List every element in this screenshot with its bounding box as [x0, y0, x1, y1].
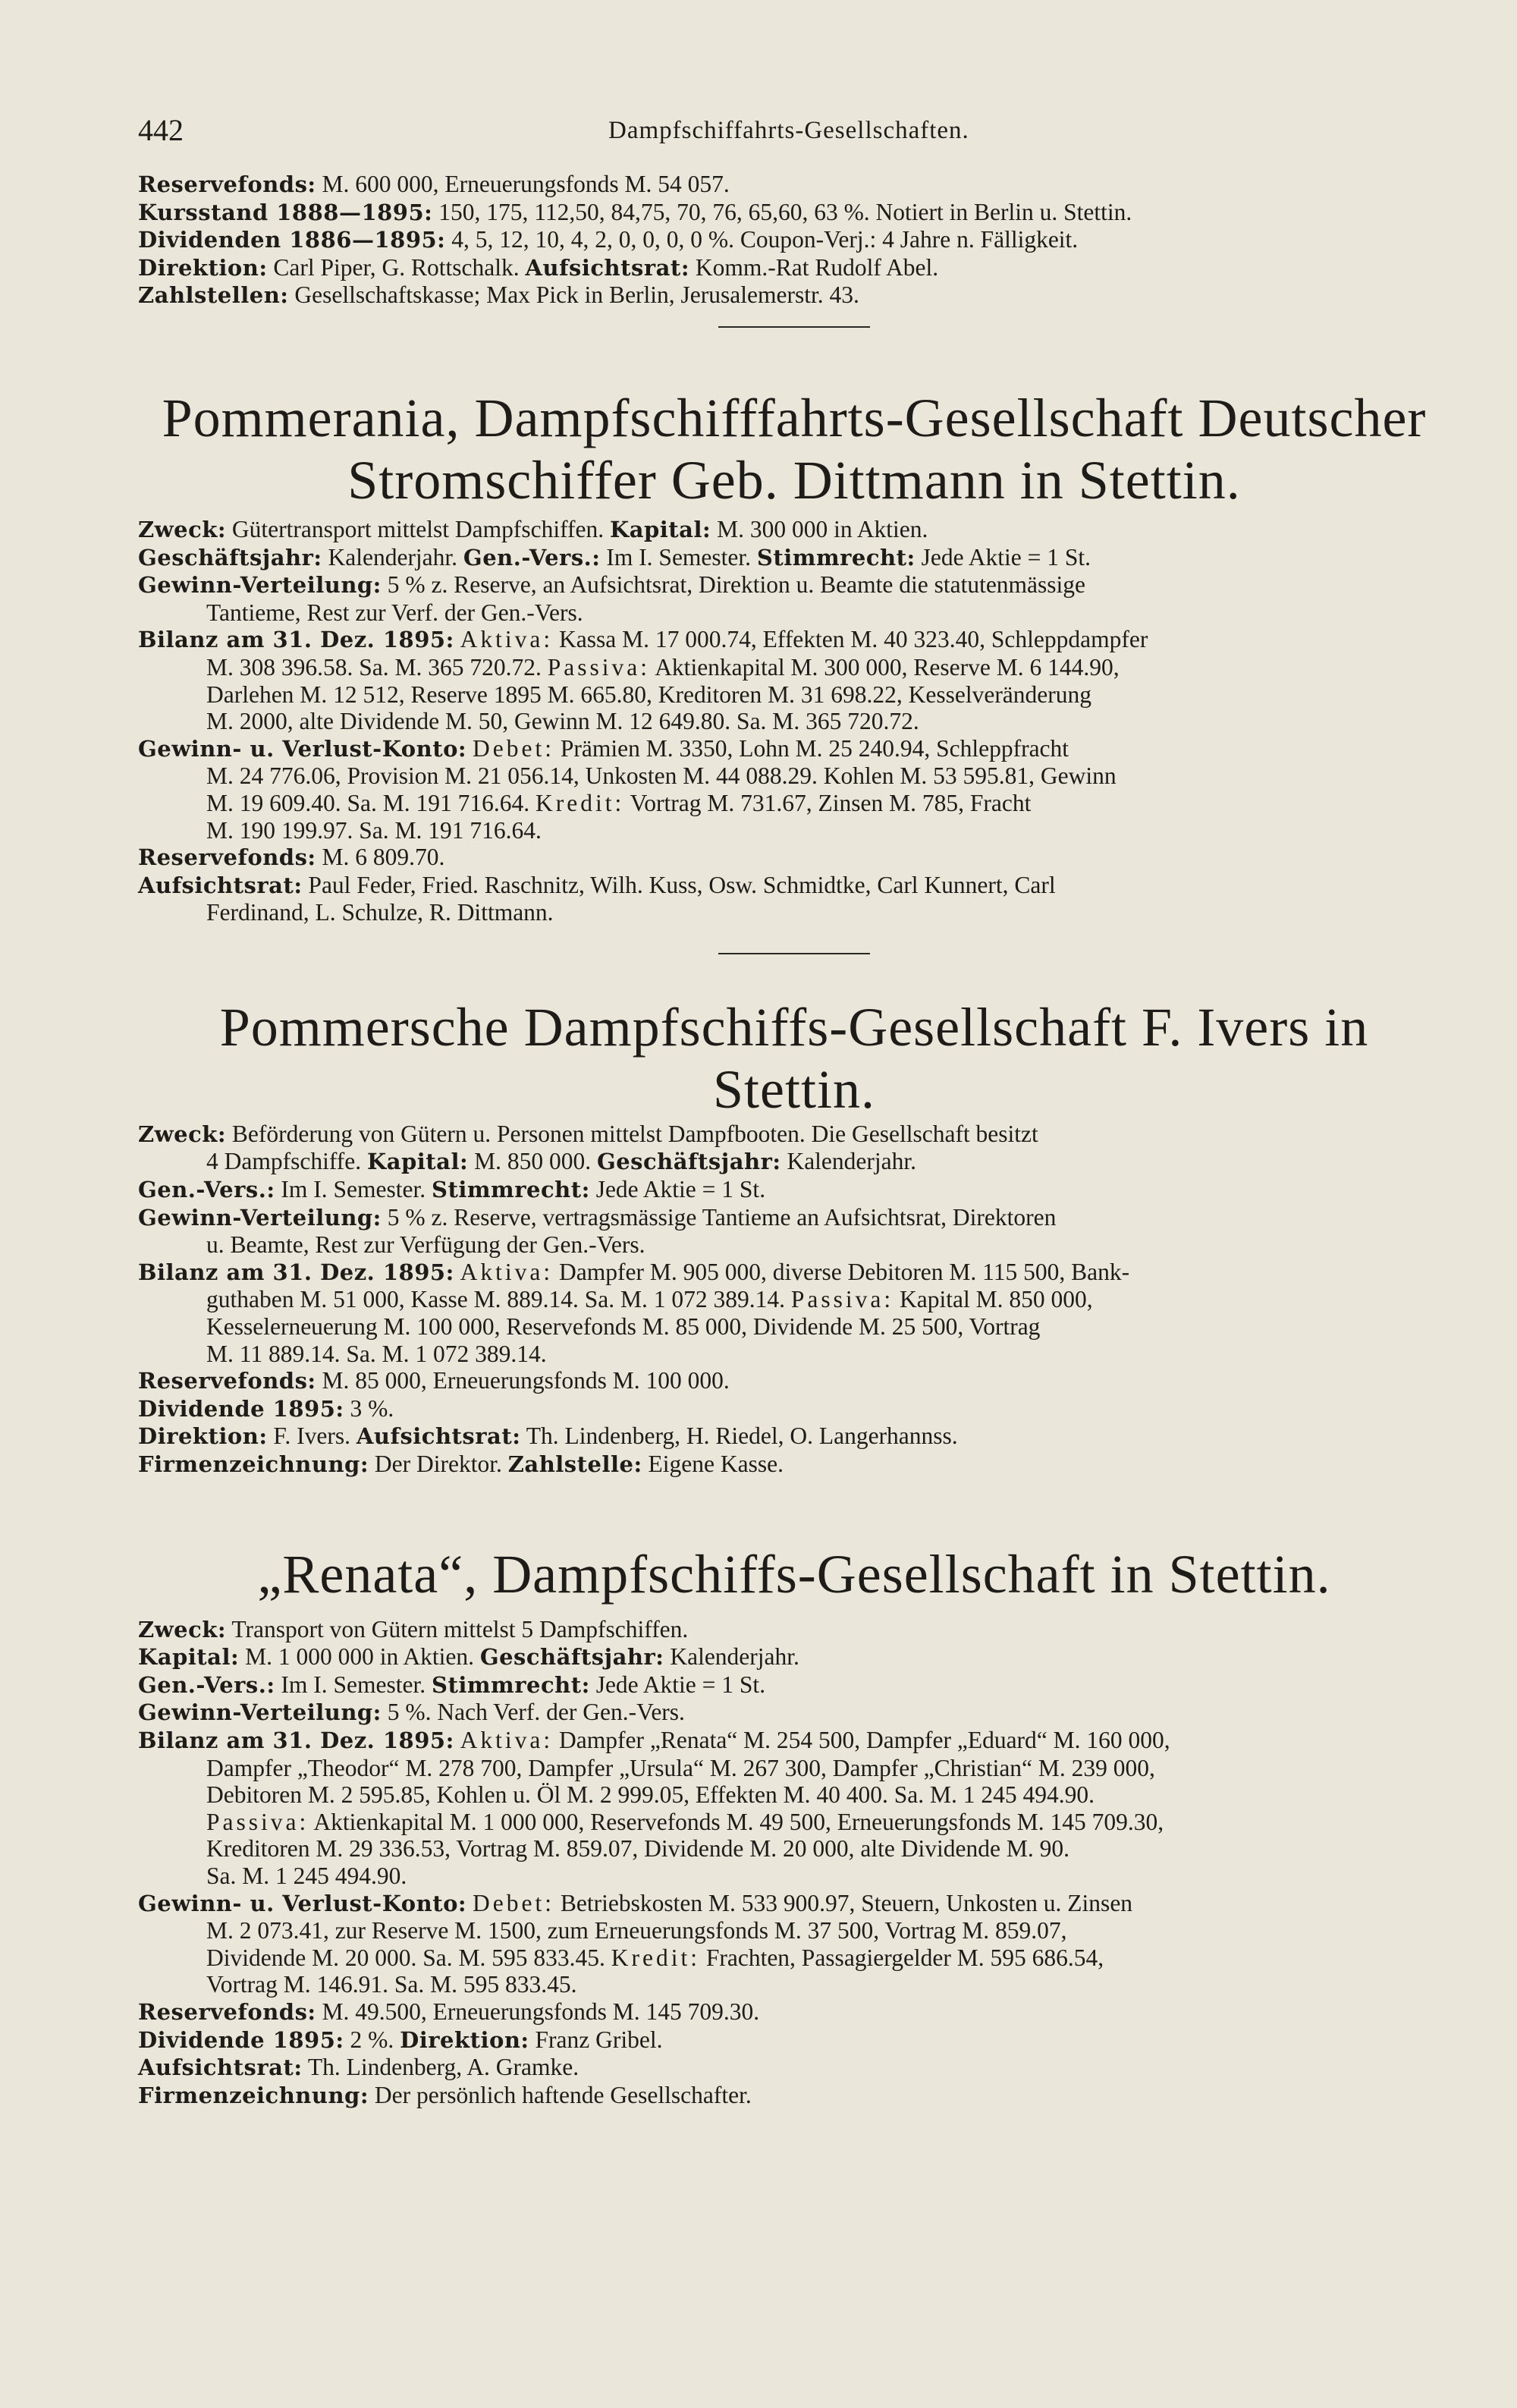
zweck-line: Zweck: Transport von Gütern mittelst 5 Dampfschiffen. — [138, 1615, 689, 1643]
kursstand-line: Kursstand 1888—1895: 150, 175, 112,50, 84,75, 70, 76, 65,60, 63 %. Notiert in Berlin u. Stettin. — [138, 198, 1132, 225]
dividenden-line: Dividenden 1886—1895: 4, 5, 12, 10, 4, 2, 0, 0, 0, 0 %. Coupon-Verj.: 4 Jahre n. Fälligkeit. — [138, 226, 1079, 253]
section-pommerania — [138, 387, 1450, 926]
page-number: 442 — [138, 113, 184, 147]
bilanz-line: Bilanz am 31. Dez. 1895: Aktiva: Kassa M. 17 000.74, Effekten M. 40 323.40, Schleppdampfer — [138, 626, 1148, 653]
section-body — [138, 1616, 1450, 2110]
aufsichtsrat-line: Aufsichtsrat: Paul Feder, Fried. Raschnitz, Wilh. Kuss, Osw. Schmidtke, Carl Kunnert, Carl — [138, 871, 1056, 898]
section-body — [138, 1121, 1450, 1479]
bilanz-cont: Kreditoren M. 29 336.53, Vortrag M. 859.07, Dividende M. 20 000, alte Dividende M. 90. — [206, 1835, 1069, 1863]
gewinn-verlust-cont: M. 19 609.40. Sa. M. 191 716.64. Kredit: Vortrag M. 731.67, Zinsen M. 785, Fracht — [206, 789, 1032, 816]
reservefonds-line: Reservefonds: M. 600 000, Erneuerungsfonds M. 54 057. — [138, 171, 730, 197]
gewinn-verlust-cont: Dividende M. 20 000. Sa. M. 595 833.45. Kredit: Frachten, Passagiergelder M. 595 686.54, — [206, 1944, 1104, 1971]
aufsichtsrat-cont: Ferdinand, L. Schulze, R. Dittmann. — [206, 899, 554, 926]
bilanz-cont: M. 11 889.14. Sa. M. 1 072 389.14. — [206, 1340, 547, 1367]
bilanz-cont: Debitoren M. 2 595.85, Kohlen u. Öl M. 2 999.05, Effekten M. 40 400. Sa. M. 1 245 494.90. — [206, 1781, 1095, 1809]
gewinn-verlust-cont: M. 2 073.41, zur Reserve M. 1500, zum Erneuerungsfonds M. 37 500, Vortrag M. 859.07, — [206, 1917, 1067, 1944]
section-renata — [138, 1543, 1450, 2110]
gewinn-verteilung-cont: Tantieme, Rest zur Verf. der Gen.-Vers. — [206, 599, 583, 626]
section-title: „Renata“, Dampfschiffs-Gesellschaft in Stettin. — [257, 1543, 1331, 1605]
gewinn-verteilung-cont: u. Beamte, Rest zur Verfügung der Gen.-Vers. — [206, 1231, 645, 1259]
previous-entry-continuation — [138, 171, 1450, 310]
geschaeftsjahr-line: Geschäftsjahr: Kalenderjahr. Gen.-Vers.: Im I. Semester. Stimmrecht: Jede Aktie = 1 St. — [138, 543, 1091, 571]
bilanz-cont: Kesselerneuerung M. 100 000, Reservefonds M. 85 000, Dividende M. 25 500, Vortrag — [206, 1313, 1041, 1341]
bilanz-cont: guthaben M. 51 000, Kasse M. 889.14. Sa. M. 1 072 389.14. Passiva: Kapital M. 850 000, — [206, 1286, 1093, 1313]
bilanz-cont: Sa. M. 1 245 494.90. — [206, 1862, 407, 1889]
gewinn-verlust-cont: Vortrag M. 146.91. Sa. M. 595 833.45. — [206, 1971, 577, 1998]
kapital-line: Kapital: M. 1 000 000 in Aktien. Geschäftsjahr: Kalenderjahr. — [138, 1643, 799, 1671]
reservefonds-line: Reservefonds: M. 85 000, Erneuerungsfonds M. 100 000. — [138, 1367, 730, 1394]
aufsichtsrat-line: Aufsichtsrat: Th. Lindenberg, A. Gramke. — [138, 2054, 579, 2081]
zahlstellen-line: Zahlstellen: Gesellschaftskasse; Max Pick in Berlin, Jerusalemerstr. 43. — [138, 281, 859, 309]
section-divider — [718, 326, 870, 328]
bilanz-cont: Passiva: Aktienkapital M. 1 000 000, Reservefonds M. 49 500, Erneuerungsfonds M. 145 709.30, — [206, 1808, 1164, 1835]
dividende-line: Dividende 1895: 2 %. Direktion: Franz Gribel. — [138, 2026, 663, 2053]
gewinn-verteilung-line: Gewinn-Verteilung: 5 % z. Reserve, vertragsmässige Tantieme an Aufsichtsrat, Direktoren — [138, 1203, 1057, 1231]
dividende-line: Dividende 1895: 3 %. — [138, 1394, 394, 1422]
gewinn-verteilung-line: Gewinn-Verteilung: 5 % z. Reserve, an Aufsichtsrat, Direktion u. Beamte die statutenmässige — [138, 571, 1086, 599]
bilanz-line: Bilanz am 31. Dez. 1895: Aktiva: Dampfer M. 905 000, diverse Debitoren M. 115 500, Bank- — [138, 1258, 1130, 1285]
section-divider — [718, 953, 870, 954]
page-body — [138, 171, 1450, 2109]
direktion-line: Direktion: F. Ivers. Aufsichtsrat: Th. Lindenberg, H. Riedel, O. Langerhannss. — [138, 1422, 958, 1450]
gewinn-verlust-cont: M. 190 199.97. Sa. M. 191 716.64. — [206, 816, 542, 844]
firmenzeichnung-line: Firmenzeichnung: Der Direktor. Zahlstelle: Eigene Kasse. — [138, 1451, 784, 1477]
page-header — [138, 112, 1427, 158]
running-head: Dampfschiffahrts-Gesellschaften. — [608, 117, 969, 144]
bilanz-cont: M. 2000, alte Dividende M. 50, Gewinn M. 12 649.80. Sa. M. 365 720.72. — [206, 708, 919, 735]
zweck-line: Zweck: Beförderung von Gütern u. Personen mittelst Dampfbooten. Die Gesellschaft besitzt — [138, 1120, 1038, 1147]
section-pommersche — [138, 996, 1450, 1479]
reservefonds-line: Reservefonds: M. 49.500, Erneuerungsfonds M. 145 709.30. — [138, 1998, 760, 2025]
bilanz-cont: M. 308 396.58. Sa. M. 365 720.72. Passiva: Aktienkapital M. 300 000, Reserve M. 6 144.90, — [206, 653, 1120, 681]
section-title: Pommerania, Dampfschifffahrts-Gesellschaft Deutscher Stromschiffer Geb. Dittmann in Stettin. — [162, 387, 1427, 511]
bilanz-cont: Dampfer „Theodor“ M. 278 700, Dampfer „Ursula“ M. 267 300, Dampfer „Christian“ M. 239 000, — [206, 1754, 1155, 1781]
gewinn-verlust-line: Gewinn- u. Verlust-Konto: Debet: Betriebskosten M. 533 900.97, Steuern, Unkosten u. Zinsen — [138, 1889, 1133, 1916]
gewinn-verteilung-line: Gewinn-Verteilung: 5 %. Nach Verf. der Gen.-Vers. — [138, 1699, 685, 1726]
gewinn-verlust-cont: M. 24 776.06, Provision M. 21 056.14, Unkosten M. 44 088.29. Kohlen M. 53 595.81, Gewinn — [206, 762, 1117, 790]
genvers-line: Gen.-Vers.: Im I. Semester. Stimmrecht: Jede Aktie = 1 St. — [138, 1671, 766, 1698]
zweck-cont: 4 Dampfschiffe. Kapital: M. 850 000. Geschäftsjahr: Kalenderjahr. — [206, 1148, 916, 1175]
bilanz-cont: Darlehen M. 12 512, Reserve 1895 M. 665.80, Kreditoren M. 31 698.22, Kesselveränderung — [206, 681, 1092, 708]
direktion-line: Direktion: Carl Piper, G. Rottschalk. Aufsichtsrat: Komm.-Rat Rudolf Abel. — [138, 253, 939, 281]
genvers-line: Gen.-Vers.: Im I. Semester. Stimmrecht: Jede Aktie = 1 St. — [138, 1176, 766, 1203]
section-body — [138, 516, 1450, 926]
reservefonds-line: Reservefonds: M. 6 809.70. — [138, 844, 445, 871]
section-title: Pommersche Dampfschiffs-Gesellschaft F. Ivers in Stettin. — [219, 996, 1369, 1120]
zweck-line: Zweck: Gütertransport mittelst Dampfschiffen. Kapital: M. 300 000 in Aktien. — [138, 515, 928, 542]
bilanz-line: Bilanz am 31. Dez. 1895: Aktiva: Dampfer „Renata“ M. 254 500, Dampfer „Eduard“ M. 160 000, — [138, 1726, 1170, 1753]
gewinn-verlust-line: Gewinn- u. Verlust-Konto: Debet: Prämien M. 3350, Lohn M. 25 240.94, Schleppfracht — [138, 734, 1069, 762]
firmenzeichnung-line: Firmenzeichnung: Der persönlich haftende Gesellschafter. — [138, 2081, 752, 2108]
